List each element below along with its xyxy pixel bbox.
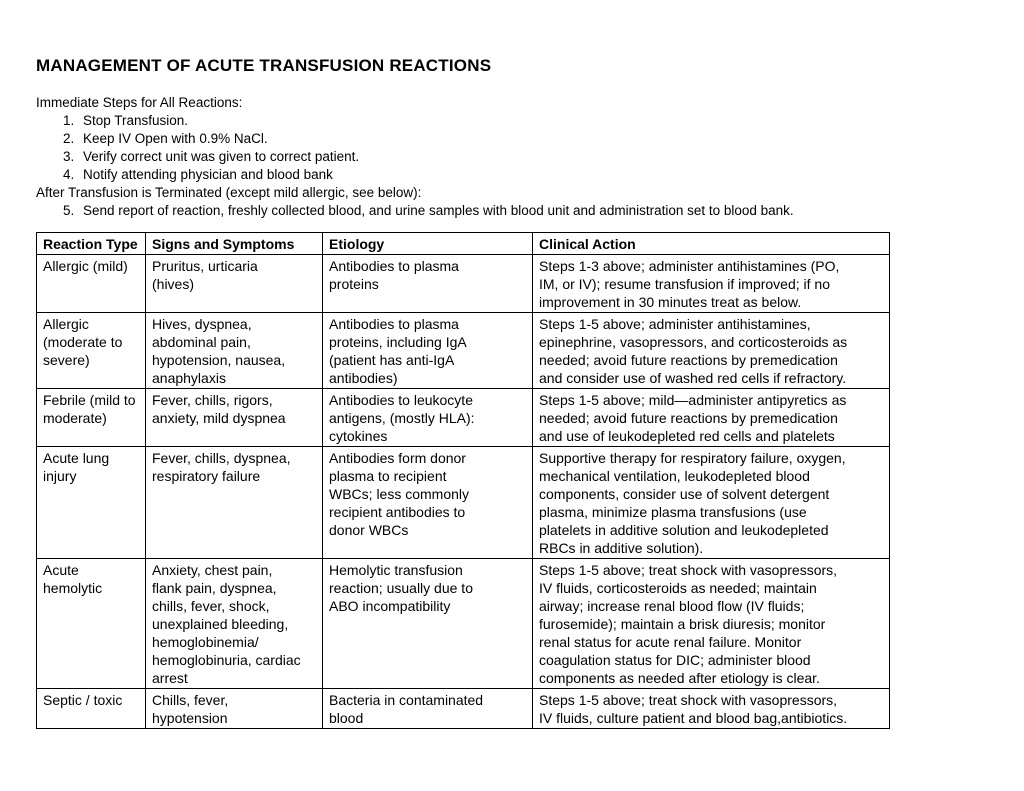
cell-clinical-action: Steps 1-5 above; administer antihistamines, epinephrine, vasopressors, and corticosteroids as needed; avoid future reactions by premedication and consider use of washed red cells if refractory. <box>533 313 890 389</box>
cell-signs-symptoms: Chills, fever, hypotension <box>146 689 323 729</box>
cell-clinical-action: Steps 1-5 above; mild—administer antipyretics as needed; avoid future reactions by premedication and use of leukodepleted red cells and platelets <box>533 389 890 447</box>
cell-reaction-type: Allergic (mild) <box>37 255 146 313</box>
cell-signs-symptoms: Fever, chills, rigors, anxiety, mild dyspnea <box>146 389 323 447</box>
step-text: Verify correct unit was given to correct patient. <box>83 149 360 164</box>
step-number: 1. <box>63 113 75 128</box>
step-text: Keep IV Open with 0.9% NaCl. <box>83 131 268 146</box>
cell-signs-symptoms: Fever, chills, dyspnea, respiratory failure <box>146 447 323 559</box>
step-number: 5. <box>63 203 75 218</box>
intro-section <box>36 94 996 220</box>
cell-clinical-action: Steps 1-5 above; treat shock with vasopressors, IV fluids, corticosteroids as needed; maintain airway; increase renal blood flow (IV fluids; furosemide); maintain a brisk diuresis; monitor renal status for acute renal failure. Monitor coagulation status for DIC; administer blood components as needed after etiology is clear. <box>533 559 890 689</box>
table-row-septic-toxic <box>37 689 890 729</box>
table-row-acute-hemolytic <box>37 559 890 689</box>
cell-signs-symptoms: Pruritus, urticaria (hives) <box>146 255 323 313</box>
table-header-row <box>37 233 890 255</box>
numbered-step <box>36 202 996 220</box>
step-text: Send report of reaction, freshly collected blood, and urine samples with blood unit and administration set to blood bank. <box>83 203 794 218</box>
page-title: MANAGEMENT OF ACUTE TRANSFUSION REACTIONS <box>36 56 492 75</box>
numbered-step <box>36 130 996 148</box>
table-row-allergic-mild <box>37 255 890 313</box>
numbered-step <box>36 148 996 166</box>
cell-reaction-type: Acute hemolytic <box>37 559 146 689</box>
step-number: 3. <box>63 149 75 164</box>
cell-clinical-action: Steps 1-3 above; administer antihistamines (PO, IM, or IV); resume transfusion if improved; if no improvement in 30 minutes treat as below. <box>533 255 890 313</box>
cell-reaction-type: Septic / toxic <box>37 689 146 729</box>
cell-signs-symptoms: Anxiety, chest pain, flank pain, dyspnea, chills, fever, shock, unexplained bleeding, hemoglobinemia/ hemoglobinuria, cardiac arrest <box>146 559 323 689</box>
immediate-steps-heading: Immediate Steps for All Reactions: <box>36 95 243 110</box>
cell-etiology: Antibodies to plasma proteins, including IgA (patient has anti-IgA antibodies) <box>323 313 533 389</box>
column-header-signs-symptoms: Signs and Symptoms <box>146 233 323 255</box>
cell-etiology: Hemolytic transfusion reaction; usually due to ABO incompatibility <box>323 559 533 689</box>
step-text: Notify attending physician and blood bank <box>83 167 333 182</box>
reaction-management-table <box>36 232 890 729</box>
cell-signs-symptoms: Hives, dyspnea, abdominal pain, hypotension, nausea, anaphylaxis <box>146 313 323 389</box>
cell-etiology: Antibodies to leukocyte antigens, (mostly HLA): cytokines <box>323 389 533 447</box>
table-row-allergic-moderate-severe <box>37 313 890 389</box>
numbered-step <box>36 112 996 130</box>
cell-etiology: Antibodies form donor plasma to recipient WBCs; less commonly recipient antibodies to donor WBCs <box>323 447 533 559</box>
cell-etiology: Bacteria in contaminated blood <box>323 689 533 729</box>
numbered-step <box>36 166 996 184</box>
cell-etiology: Antibodies to plasma proteins <box>323 255 533 313</box>
step-number: 2. <box>63 131 75 146</box>
cell-clinical-action: Steps 1-5 above; treat shock with vasopressors, IV fluids, culture patient and blood bag,antibiotics. <box>533 689 890 729</box>
cell-reaction-type: Acute lung injury <box>37 447 146 559</box>
after-transfusion-heading: After Transfusion is Terminated (except mild allergic, see below): <box>36 185 422 200</box>
cell-clinical-action: Supportive therapy for respiratory failure, oxygen, mechanical ventilation, leukodepleted blood components, consider use of solvent detergent plasma, minimize plasma transfusions (use platelets in additive solution and leukodepleted RBCs in additive solution). <box>533 447 890 559</box>
table-row-acute-lung-injury <box>37 447 890 559</box>
step-number: 4. <box>63 167 75 182</box>
column-header-reaction-type: Reaction Type <box>37 233 146 255</box>
table-row-febrile <box>37 389 890 447</box>
column-header-clinical-action: Clinical Action <box>533 233 890 255</box>
cell-reaction-type: Febrile (mild to moderate) <box>37 389 146 447</box>
cell-reaction-type: Allergic (moderate to severe) <box>37 313 146 389</box>
step-text: Stop Transfusion. <box>83 113 189 128</box>
column-header-etiology: Etiology <box>323 233 533 255</box>
